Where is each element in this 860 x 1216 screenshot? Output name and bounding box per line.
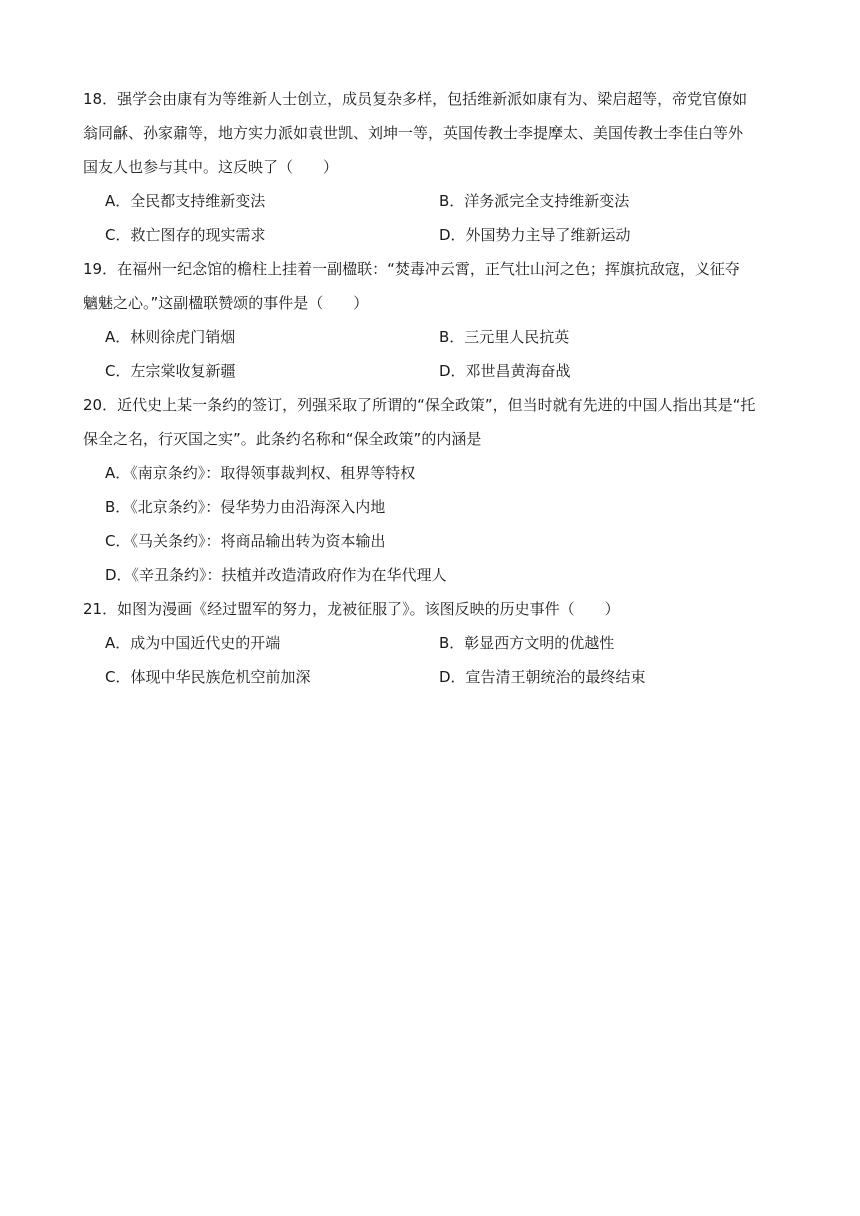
question-19-option-a: A．林则徐虎门销烟 <box>105 328 236 346</box>
question-19-line-2: 魑魅之心。”这副楹联赞颂的事件是（ ） <box>83 294 369 312</box>
question-21-option-a: A．成为中国近代史的开端 <box>105 634 281 652</box>
question-19-option-b: B．三元里人民抗英 <box>439 328 570 346</box>
question-19-option-d: D．邓世昌黄海奋战 <box>439 362 571 380</box>
question-18-line-2: 翁同龢、孙家鼐等，地方实力派如袁世凯、刘坤一等，英国传教士李提摩太、美国传教士李佳白等外 <box>83 124 744 142</box>
question-21-option-b: B．彰显西方文明的优越性 <box>439 634 615 652</box>
question-20-line-1: 20．近代史上某一条约的签订，列强采取了所谓的“保全政策”，但当时就有先进的中国人指出其是“托 <box>83 396 756 414</box>
question-20-option-b: B．《北京条约》：侵华势力由沿海深入内地 <box>105 498 386 516</box>
question-21-option-d: D．宣告清王朝统治的最终结束 <box>439 668 646 686</box>
question-19-line-1: 19．在福州一纪念馆的檐柱上挂着一副楹联：“焚毒冲云霄，正气壮山河之色；挥旗抗敌寇，义征夺 <box>83 260 740 278</box>
question-21-line-1: 21．如图为漫画《经过盟军的努力，龙被征服了》。该图反映的历史事件（ ） <box>83 600 620 618</box>
question-18-line-1: 18．强学会由康有为等维新人士创立，成员复杂多样，包括维新派如康有为、梁启超等，帝党官僚如 <box>83 90 748 108</box>
question-20-option-a: A．《南京条约》：取得领事裁判权、租界等特权 <box>105 464 416 482</box>
question-18-option-c: C．救亡图存的现实需求 <box>105 226 266 244</box>
question-21-option-c: C．体现中华民族危机空前加深 <box>105 668 311 686</box>
question-18-option-a: A．全民都支持维新变法 <box>105 192 266 210</box>
question-19-option-c: C．左宗棠收复新疆 <box>105 362 236 380</box>
question-18-line-3: 国友人也参与其中。这反映了（ ） <box>83 158 339 176</box>
question-18-option-d: D．外国势力主导了维新运动 <box>439 226 631 244</box>
question-20-option-c: C．《马关条约》：将商品输出转为资本输出 <box>105 532 386 550</box>
question-20-line-2: 保全之名，行灭国之实”。此条约名称和“保全政策”的内涵是 <box>83 430 482 448</box>
question-18-option-b: B．洋务派完全支持维新变法 <box>439 192 630 210</box>
question-20-option-d: D．《辛丑条约》：扶植并改造清政府作为在华代理人 <box>105 566 447 584</box>
